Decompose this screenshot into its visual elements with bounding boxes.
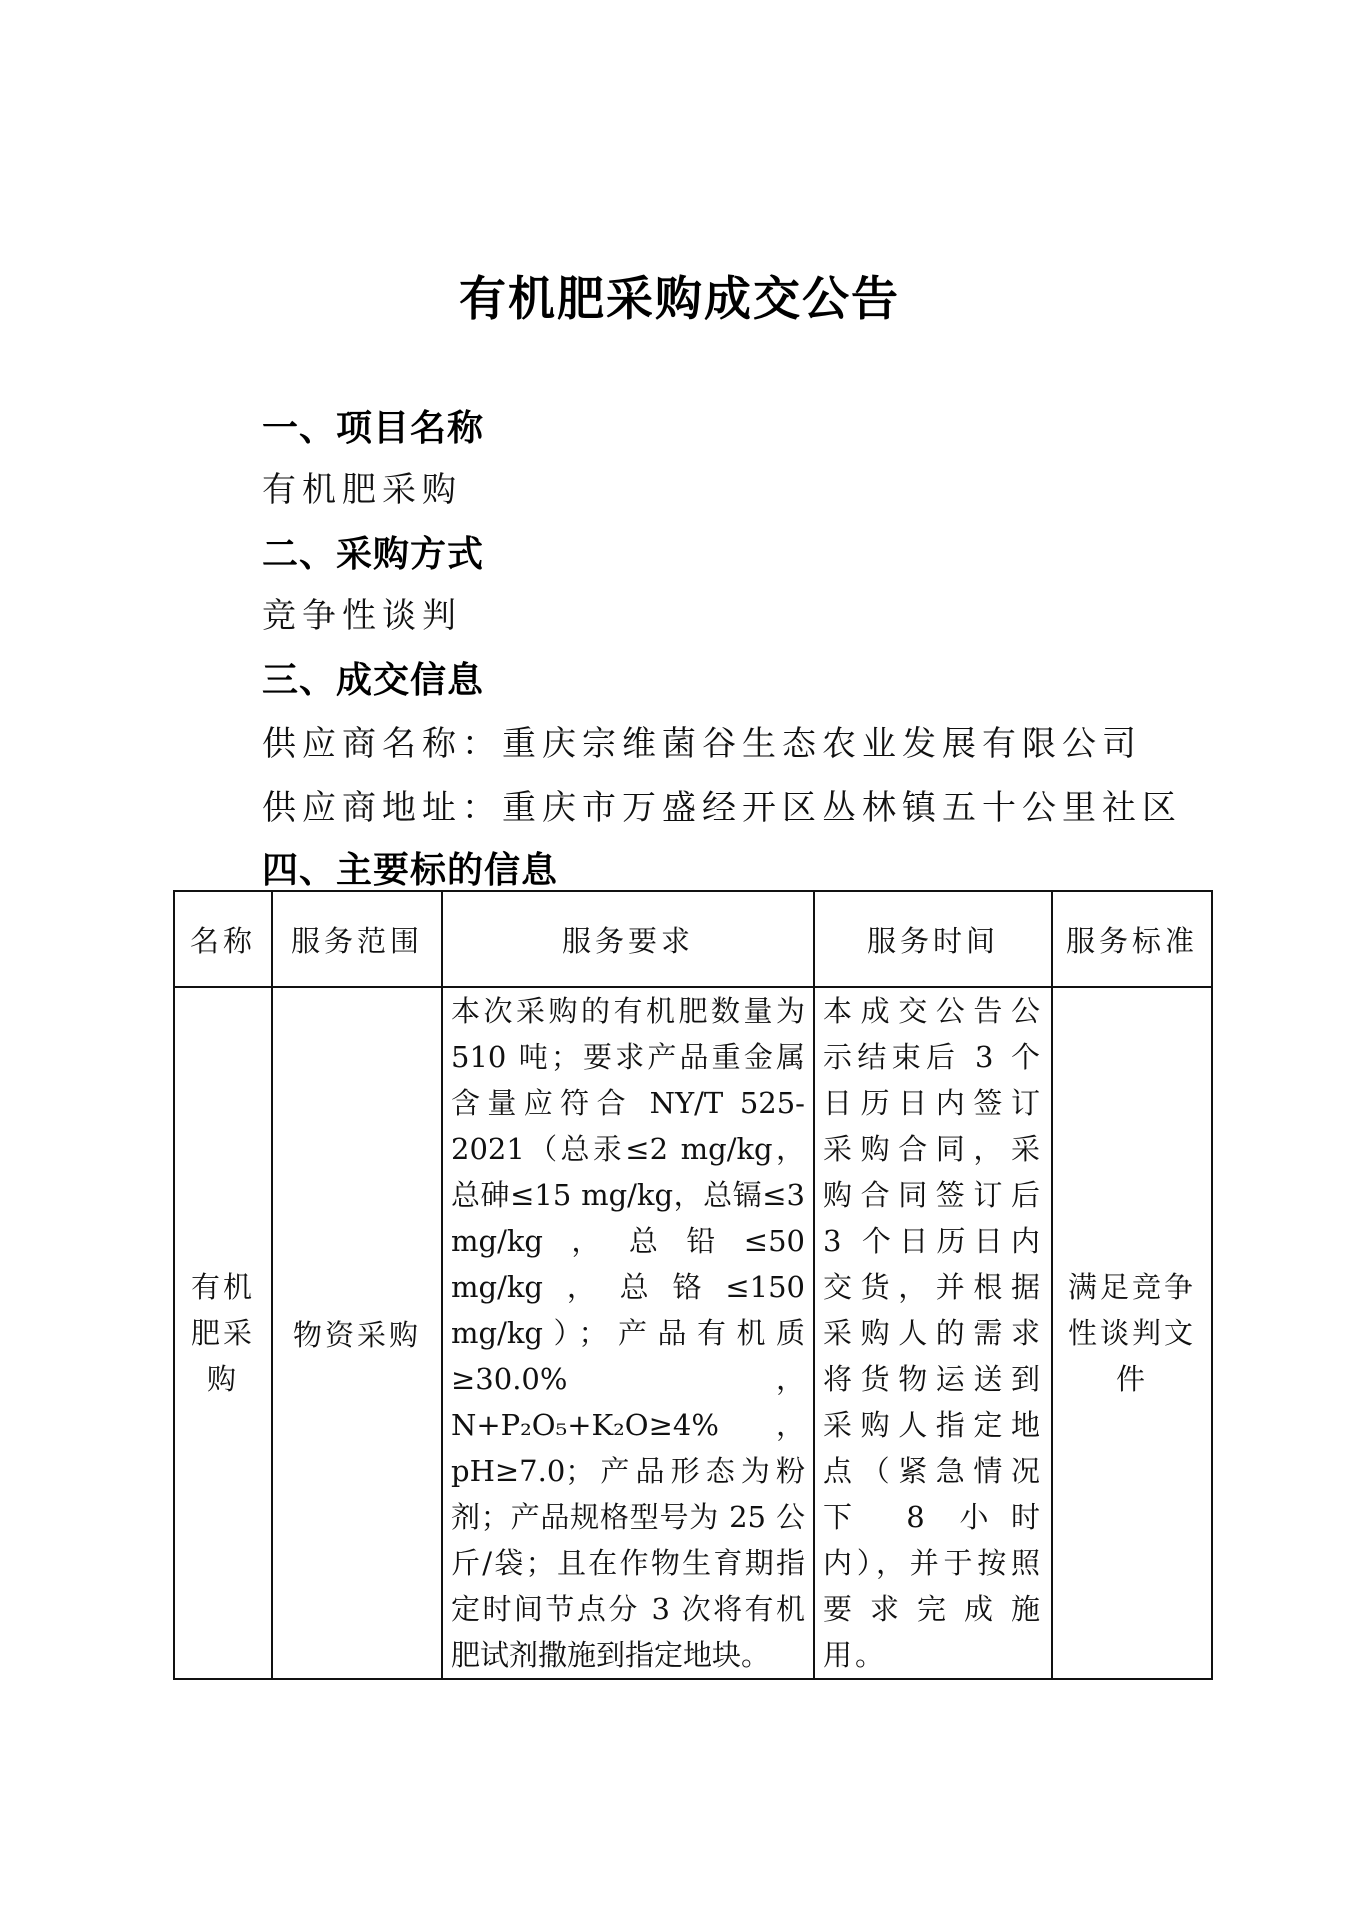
section-heading-award-info: 三、成交信息	[262, 660, 485, 701]
header-standard: 服务标准	[1052, 891, 1212, 987]
section-heading-subject-info: 四、主要标的信息	[262, 850, 559, 891]
cell-requirements: 本次采购的有机肥数量为 510 吨；要求产品重金属含量应符合 NY/T 525-2021（总汞≤2 mg/kg，总砷≤15 mg/kg，总镉≤3 mg/kg，总铅≤50 mg/kg，总铬≤150 mg/kg）；产品有机质≥30.0%，N+P₂O₅+K₂O≥4%，pH≥7.0；产品形态为粉剂；产品规格型号为 25 公斤/袋；且在作物生育期指定时间节点分 3 次将有机肥试剂撒施到指定地块。	[442, 987, 814, 1679]
supplier-address-line: 供应商地址：重庆市万盛经开区丛林镇五十公里社区	[262, 788, 1182, 828]
document-title: 有机肥采购成交公告	[459, 272, 900, 327]
cell-scope: 物资采购	[272, 987, 442, 1679]
procurement-method-value: 竞争性谈判	[262, 596, 462, 636]
subject-info-table	[173, 890, 1213, 1680]
section-heading-project-name: 一、项目名称	[262, 408, 485, 449]
cell-name: 有机肥采购	[174, 987, 272, 1679]
header-scope: 服务范围	[272, 891, 442, 987]
project-name-value: 有机肥采购	[262, 470, 462, 510]
header-time: 服务时间	[814, 891, 1052, 987]
header-name: 名称	[174, 891, 272, 987]
cell-time: 本成交公告公示结束后 3 个日历日内签订采购合同，采购合同签订后 3 个日历日内交货，并根据采购人的需求将货物运送到采购人指定地点（紧急情况下 8 小时内），并于按照要求完成施用。	[814, 987, 1052, 1679]
table-header-row	[174, 891, 1212, 987]
section-heading-procurement-method: 二、采购方式	[262, 534, 485, 575]
table-row	[174, 987, 1212, 1679]
header-requirements: 服务要求	[442, 891, 814, 987]
supplier-name-line: 供应商名称：重庆宗维菌谷生态农业发展有限公司	[262, 724, 1142, 764]
cell-standard: 满足竞争性谈判文件	[1052, 987, 1212, 1679]
